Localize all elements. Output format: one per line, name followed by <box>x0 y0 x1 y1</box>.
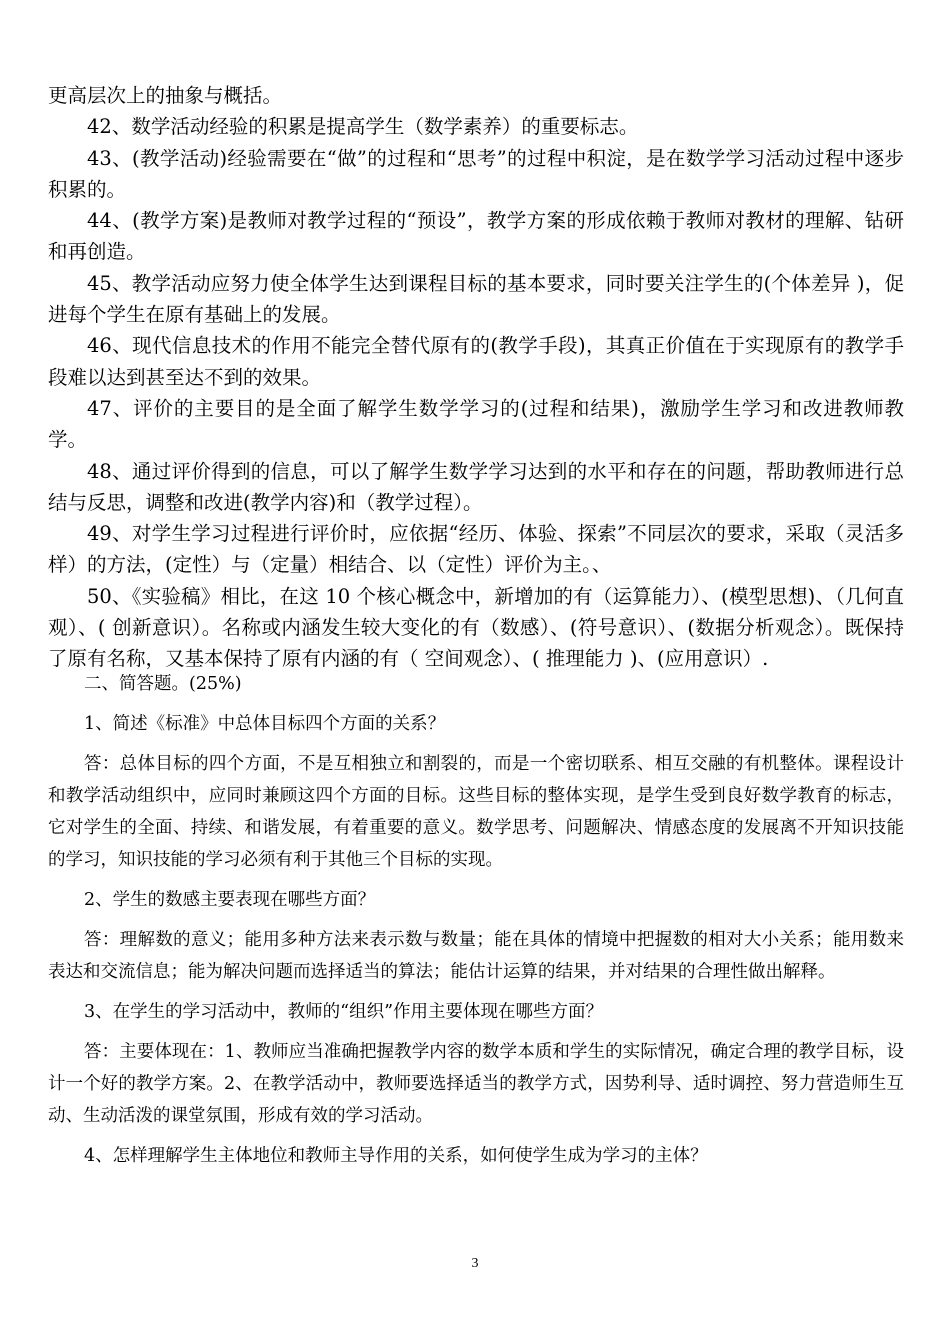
section-heading: 二、简答题。(25%) <box>84 674 242 694</box>
item-49: 49、对学生学习过程进行评价时，应依据“经历、体验、探索”不同层次的要求，采取（灵活多样）的方法，(定性）与（定量）相结合、以（定性）评价为主。、 <box>48 522 904 577</box>
question-1: 1、简述《标准》中总体目标四个方面的关系？ <box>84 714 446 734</box>
answer-1: 答：总体目标的四个方面，不是互相独立和割裂的，而是一个密切联系、相互交融的有机整体。课程设计和教学活动组织中，应同时兼顾这四个方面的目标。这些目标的整体实现，是学生受到良好数学教育的标志，它对学生的全面、持续、和谐发展，有着重要的意义。数学思考、问题解决、情感态度的发展离不开知识技能的学习，知识技能的学习必须有利于其他三个目标的实现。 <box>48 754 904 870</box>
fill-in-section <box>48 80 904 675</box>
answer-3: 答：主要体现在：1、教师应当准确把握教学内容的数学本质和学生的实际情况，确定合理的教学目标，设计一个好的教学方案。2、在教学活动中，教师要选择适当的教学方式，因势利导、适时调控、努力营造师生互动、生动活泼的课堂氛围，形成有效的学习活动。 <box>48 1042 904 1126</box>
item-44: 44、(教学方案)是教师对教学过程的“预设”，教学方案的形成依赖于教师对教材的理解、钻研和再创造。 <box>48 209 904 264</box>
item-48: 48、通过评价得到的信息，可以了解学生数学学习达到的水平和存在的问题，帮助教师进行总结与反思，调整和改进(教学内容)和（教学过程）。 <box>48 459 904 514</box>
item-43: 43、(教学活动)经验需要在“做”的过程和“思考”的过程中积淀，是在数学学习活动过程中逐步积累的。 <box>48 146 904 201</box>
page-number: 3 <box>471 1256 479 1271</box>
item-46: 46、现代信息技术的作用不能完全替代原有的(教学手段)，其真正价值在于实现原有的教学手段难以达到甚至达不到的效果。 <box>48 334 904 389</box>
question-2: 2、学生的数感主要表现在哪些方面？ <box>84 890 376 910</box>
item-50: 50、《实验稿》相比，在这 10 个核心概念中，新增加的有（运算能力）、(模型思想)、（几何直观）、( 创新意识）。名称或内涵发生较大变化的有（数感）、(符号意识）、(数据分析观念）。既保持了原有名称，又基本保持了原有内涵的有（ 空间观念）、( 推理能力 )、(应用意识）. <box>48 584 904 671</box>
item-47: 47、评价的主要目的是全面了解学生数学学习的(过程和结果)，激励学生学习和改进教师教学。 <box>48 396 904 452</box>
item-45: 45、教学活动应努力使全体学生达到课程目标的基本要求，同时要关注学生的(个体差异 )，促进每个学生在原有基础上的发展。 <box>48 271 904 327</box>
question-3: 3、在学生的学习活动中，教师的“组织”作用主要体现在哪些方面？ <box>84 1002 604 1022</box>
short-answer-section <box>48 668 904 1180</box>
paragraph-continuation: 更高层次上的抽象与概括。 <box>48 84 283 107</box>
question-4: 4、怎样理解学生主体地位和教师主导作用的关系，如何使学生成为学习的主体？ <box>84 1146 708 1166</box>
answer-2: 答：理解数的意义；能用多种方法来表示数与数量；能在具体的情境中把握数的相对大小关系；能用数来表达和交流信息；能为解决问题而选择适当的算法；能估计运算的结果，并对结果的合理性做出解释。 <box>48 930 904 982</box>
item-42: 42、数学活动经验的积累是提高学生（数学素养）的重要标志。 <box>87 115 639 139</box>
